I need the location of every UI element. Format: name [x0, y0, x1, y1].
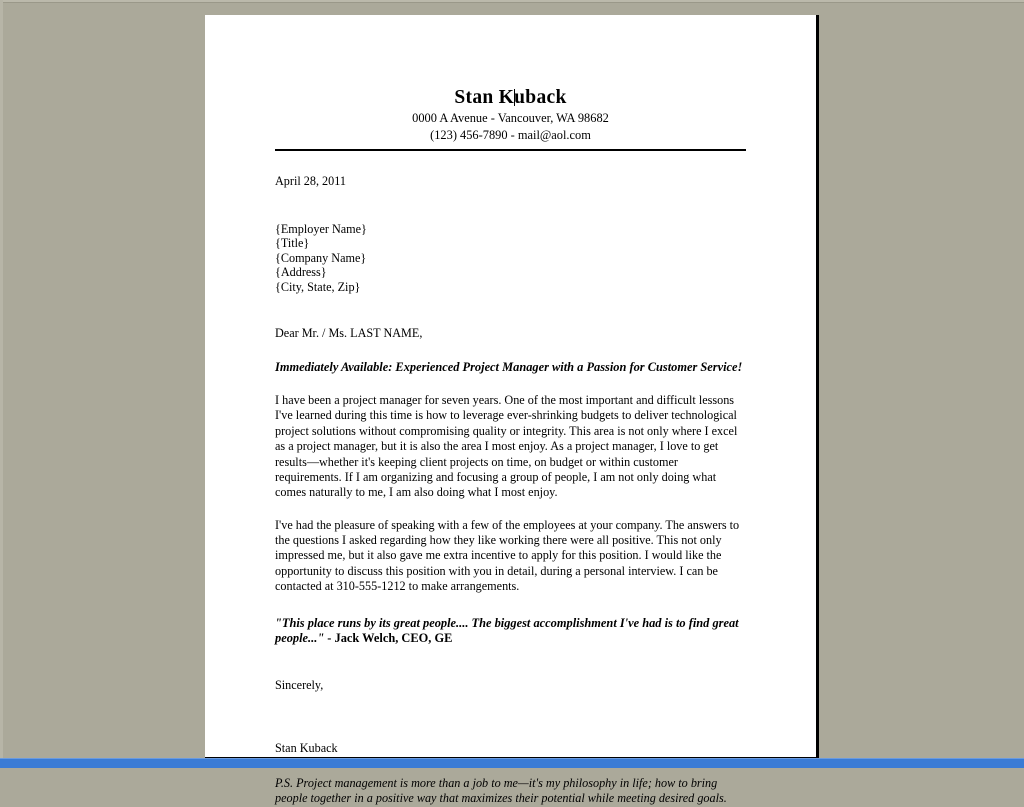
quote-text: "This place runs by its great people.... The biggest accomplishment I've had is to find great people..."	[275, 615, 739, 646]
recipient-line: {Address}	[275, 265, 327, 280]
letter-paragraph: I've had the pleasure of speaking with a few of the employees at your company. The answers to the questions I asked regarding how they like working there were all positive. This not only impressed me, but it also gave me extra incentive to apply for this position. I would like the opportunity to discuss this position with you in detail, during a personal interview. I can be contacted at 310-555-1212 to make arrangements.	[275, 517, 740, 594]
desktop-top-edge	[0, 0, 1024, 3]
letterhead-contact: (123) 456-7890 - mail@aol.com	[430, 128, 591, 143]
letter-closing: Sincerely,	[275, 677, 324, 692]
recipient-line: {Employer Name}	[275, 222, 367, 237]
letterhead	[205, 15, 816, 151]
letterhead-name-before-caret: Stan K	[454, 87, 515, 108]
letter-salutation: Dear Mr. / Ms. LAST NAME,	[275, 326, 423, 340]
letter-body	[205, 174, 816, 807]
letter-paragraph: I have been a project manager for seven years. One of the most important and difficult lessons I've learned during this time is how to leverage ever-shrinking budgets to deliver technological project solutions without compromising quality or integrity. This area is not only where I excel as a project manager, but it is also the area I most enjoy. As a project manager, I love to get results—whether it's keeping client projects on time, on budget or within customer requirements. If I am organizing and focusing a group of people, I am not only doing what comes naturally to me, I am also doing what I most enjoy.	[275, 393, 738, 500]
desktop-left-edge	[0, 0, 3, 760]
recipient-line: {City, State, Zip}	[275, 279, 361, 294]
taskbar[interactable]	[0, 759, 1024, 768]
letter-headline: Immediately Available: Experienced Project Manager with a Passion for Customer Service!	[275, 360, 743, 375]
recipient-line: {Company Name}	[275, 250, 367, 265]
letterhead-name[interactable]	[454, 87, 566, 109]
letterhead-address: 0000 A Avenue - Vancouver, WA 98682	[412, 111, 609, 126]
letterhead-name-after-caret: uback	[514, 87, 567, 108]
letter-postscript: P.S. Project management is more than a job to me—it's my philosophy in life; how to bring people together in a positive way that maximizes their potential while meeting desired goals.	[275, 775, 727, 806]
letterhead-divider	[275, 149, 746, 151]
letter-date: April 28, 2011	[275, 173, 346, 188]
letter-quote	[275, 616, 746, 647]
letter-signature-name: Stan Kuback	[275, 741, 338, 756]
recipient-line: {Title}	[275, 236, 310, 251]
recipient-address-block	[275, 222, 746, 294]
document-page-content	[205, 15, 816, 807]
quote-attribution: - Jack Welch, CEO, GE	[324, 631, 453, 646]
document-page[interactable]	[205, 15, 816, 806]
